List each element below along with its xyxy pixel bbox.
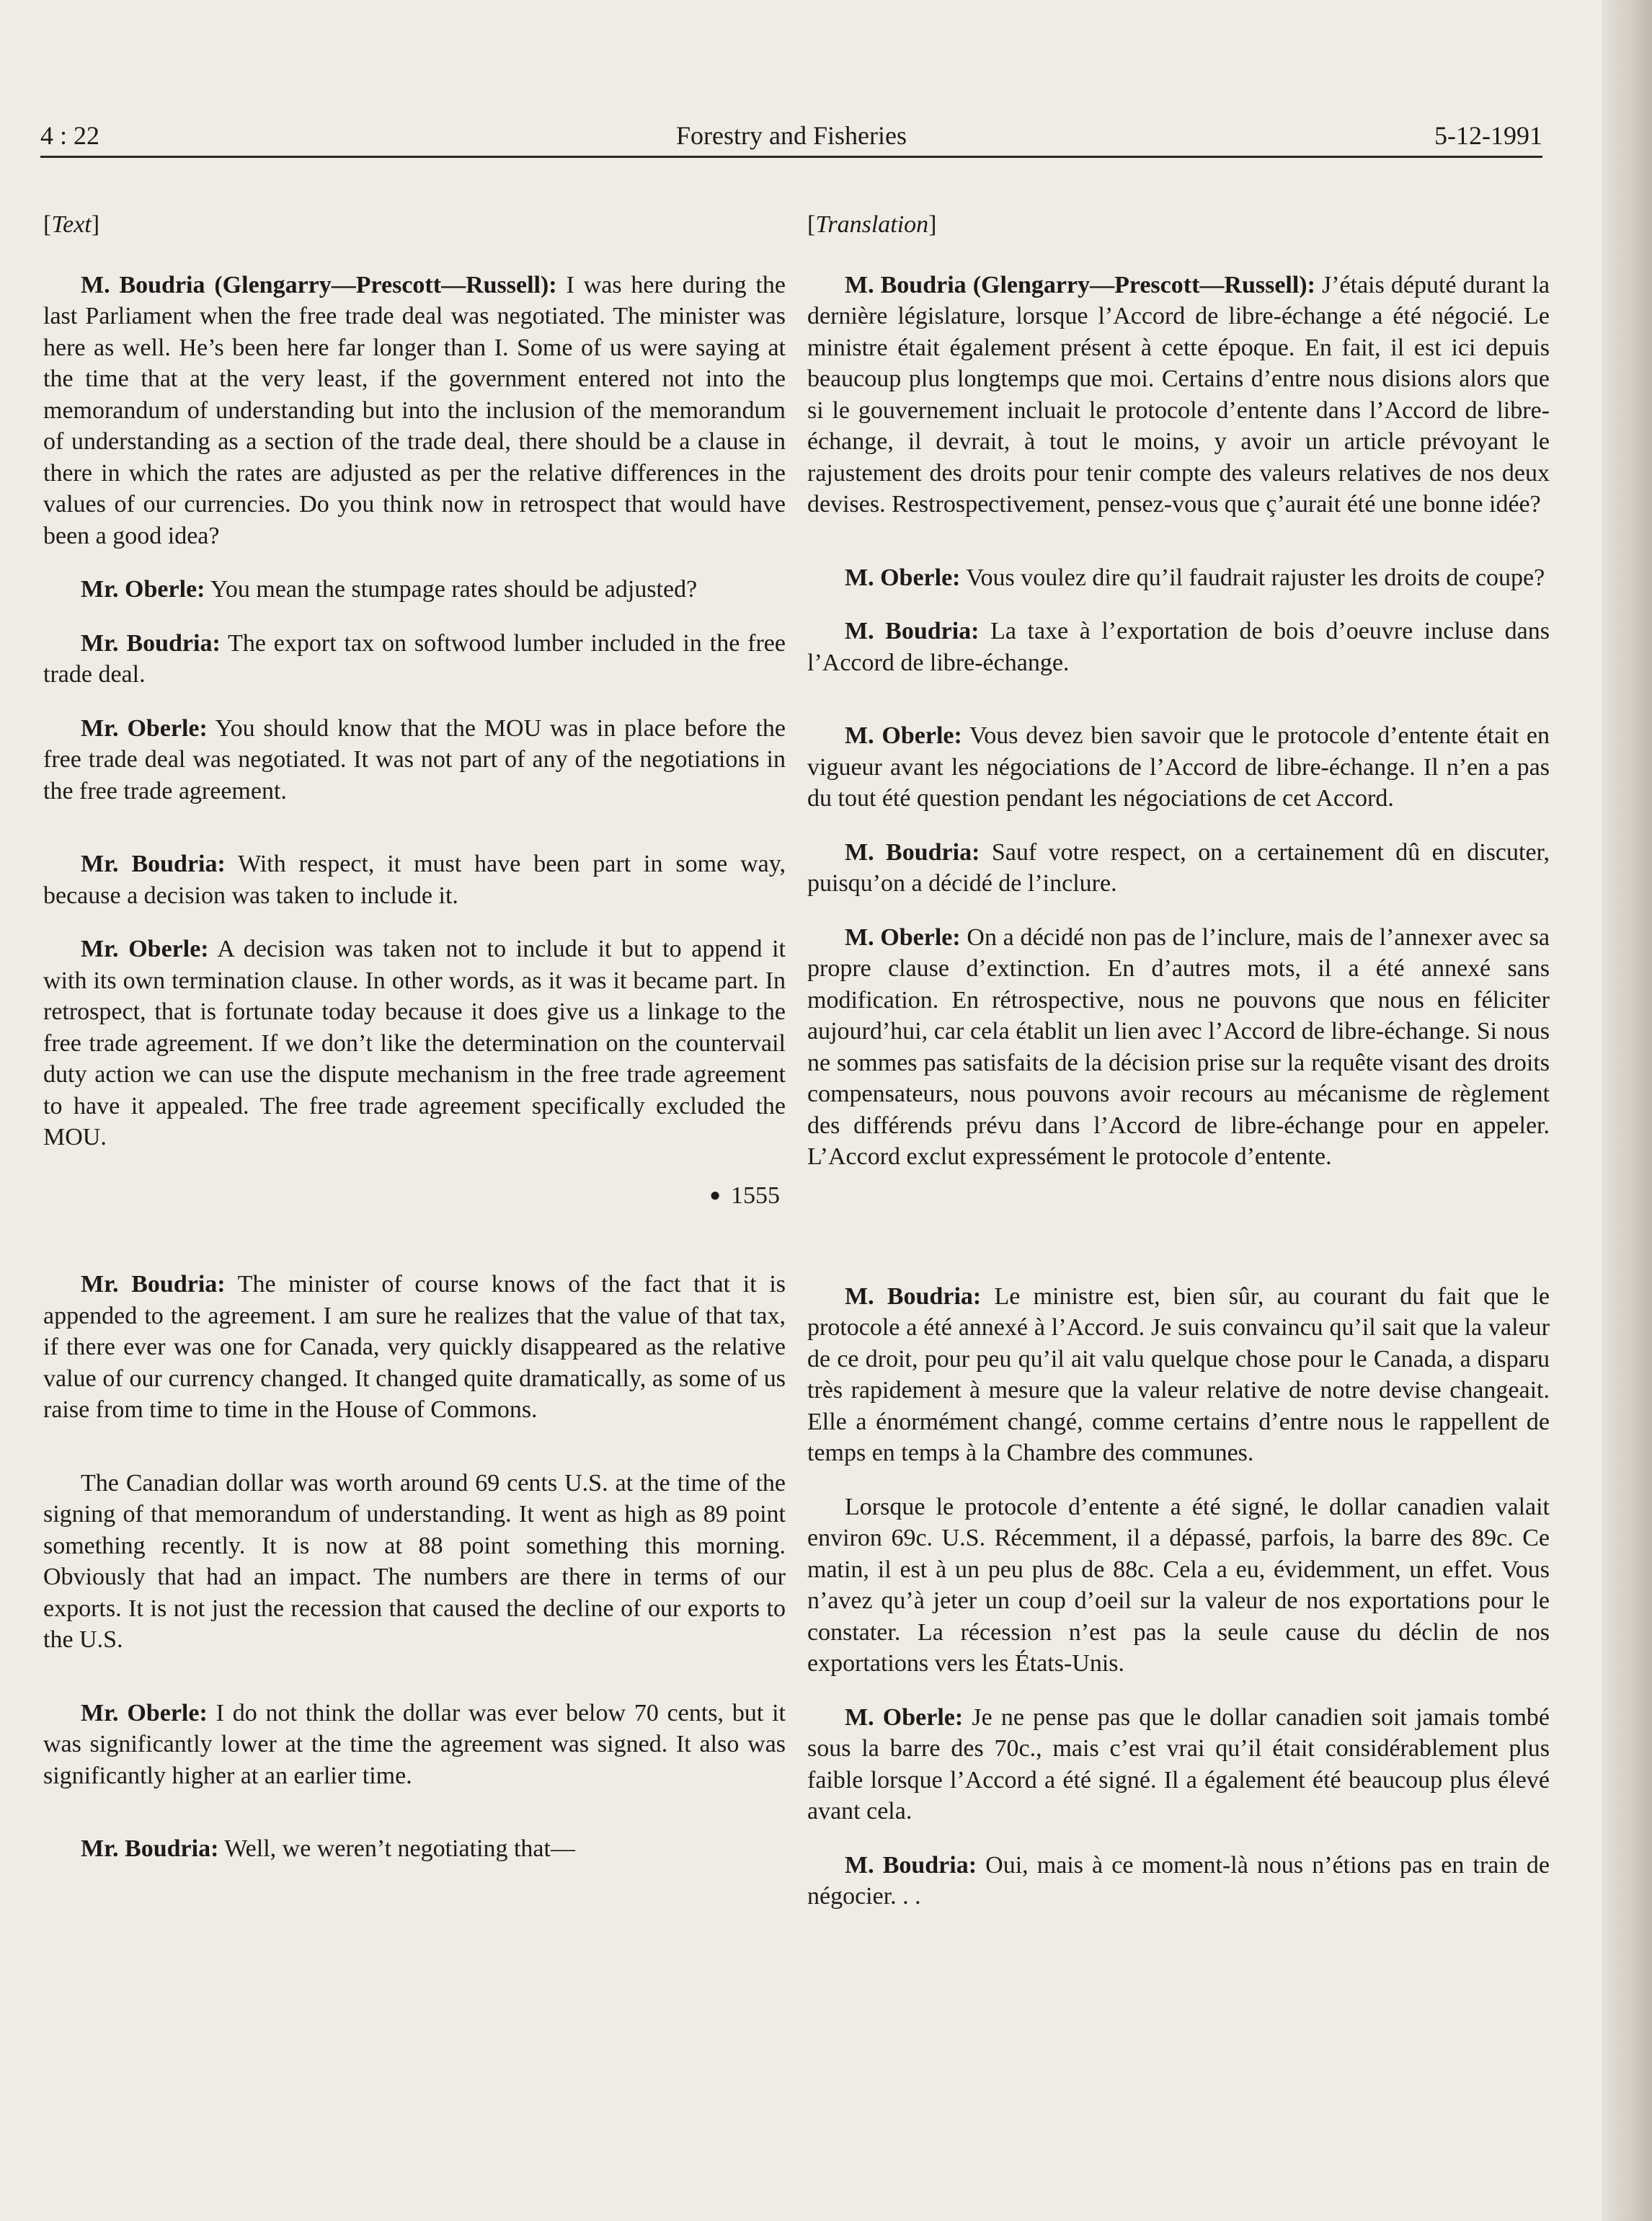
sitting-date: 5-12-1991 — [1434, 121, 1542, 150]
page-header — [40, 115, 1542, 156]
speech-paragraph — [807, 1491, 1550, 1680]
speaker-name: Mr. Oberle: — [81, 1699, 208, 1726]
speech-text: I do not think the dollar was ever below 70 cents, but it was significantly lower at the time the agreement was signed. It also was significantly higher at an earlier time. — [43, 1699, 786, 1789]
speech-paragraph — [807, 720, 1550, 815]
speech-paragraph — [807, 616, 1550, 678]
speaker-name: M. Oberle: — [845, 1703, 964, 1731]
column-language-tag: [ Translation ] — [807, 209, 1550, 241]
speech-paragraph — [807, 922, 1550, 1173]
speech-text: The Canadian dollar was worth around 69 cents U.S. at the time of the signing of that memorandum of understanding. It went as high as 89 point something recently. It is now at 88 point something this morning. Obviously that had an impact. The numbers are there in terms of our exports. It is not just the recession that caused the decline of our exports to the U.S. — [43, 1469, 786, 1653]
speech-text: I was here during the last Parliament when the free trade deal was negotiated. The minister was here as well. He’s been here far longer than I. Some of us were saying at the time that at the very least, if the government entered not into the memorandum of understanding but into the inclusion of the memorandum of understanding as a section of the trade deal, there should be a clause in there in which the rates are adjusted as per the relative differences in the values of our currencies. Do you think now in retrospect that would have been a good idea? — [43, 271, 786, 549]
running-title: Forestry and Fisheries — [676, 121, 907, 150]
speech-text: Oui, mais à ce moment-là nous n’étions pas en train de négocier. . . — [807, 1851, 1550, 1910]
speaker-name: Mr. Boudria: — [81, 629, 221, 657]
speech-paragraph — [43, 1269, 786, 1426]
speech-text: Vous voulez dire qu’il faudrait rajuster les droits de coupe? — [960, 564, 1545, 591]
speaker-name: Mr. Boudria: — [81, 851, 226, 877]
speaker-name: M. Oberle: — [845, 722, 962, 749]
speech-paragraph — [807, 1281, 1550, 1469]
speaker-name: M. Oberle: — [845, 564, 961, 591]
speaker-name: Mr. Boudria: — [81, 1835, 219, 1862]
speech-paragraph — [43, 574, 786, 606]
bullet-icon: ● — [709, 1184, 721, 1205]
speech-paragraph — [43, 713, 786, 807]
speaker-name: M. Oberle: — [845, 923, 961, 951]
speaker-name: M. Boudria (Glengarry—Prescott—Russell): — [845, 271, 1315, 298]
speaker-name: M. Boudria: — [845, 1851, 977, 1879]
speech-text: With respect, it must have been part in some way, because a decision was taken to include it. — [43, 851, 786, 909]
speech-paragraph — [43, 848, 786, 911]
french-column — [807, 209, 1550, 1935]
speech-text: The minister of course knows of the fact that it is appended to the agreement. I am sure he realizes that the value of that tax, if there ever was one for Canada, very quickly disappeared as the relative value of our currency changed. It changed quite dramatically, as some of us raise from time to time in the House of Commons. — [43, 1271, 786, 1423]
speech-paragraph — [43, 1698, 786, 1792]
header-rule — [40, 156, 1542, 158]
speech-paragraph — [807, 270, 1550, 520]
page-edge-shadow — [1602, 0, 1652, 2221]
page-folio: 4 : 22 — [40, 121, 100, 150]
speech-text: Le ministre est, bien sûr, au courant du fait que le protocole a été annexé à l’Accord. Je suis convaincu qu’il sait que la valeur de ce droit, pour peu qu’il ait valu quelque chose pour le Canada, a disparu très rapidement à mesure que la valeur relative de notre devise changeait. Elle a énormément changé, comme certains d’entre nous le rappellent de temps en temps à la Chambre des communes. — [807, 1282, 1550, 1466]
speaker-name: M. Boudria: — [845, 1282, 982, 1310]
speech-text: You mean the stumpage rates should be adjusted? — [205, 576, 698, 603]
timestamp-value: 1555 — [731, 1182, 780, 1209]
timestamp-marker — [43, 1179, 780, 1212]
speech-paragraph — [807, 1850, 1550, 1912]
column-language-tag: [ Text ] — [43, 209, 786, 241]
speech-text: The export tax on softwood lumber included in the free trade deal. — [43, 629, 786, 688]
speech-text: La taxe à l’exportation de bois d’oeuvre incluse dans l’Accord de libre-échange. — [807, 618, 1550, 676]
speaker-name: M. Boudria: — [845, 618, 980, 644]
speech-paragraph — [43, 934, 786, 1153]
speech-text: Lorsque le protocole d’entente a été signé, le dollar canadien valait environ 69c. U.S. Récemment, il a dépassé, parfois, la barre des 89c. Ce matin, il est à un peu plus de 88c. Cela a eu, évidemment, un effet. Vous n’avez qu’à jeter un coup d’oeil sur la valeur de nos exportations pour le constater. La récession n’est pas la seule cause du déclin de nos exportations vers les États-Unis. — [807, 1493, 1550, 1677]
speaker-name: Mr. Oberle: — [81, 714, 208, 742]
speaker-name: M. Boudria: — [845, 838, 980, 866]
speech-paragraph — [807, 837, 1550, 900]
speech-text: You should know that the MOU was in place before the free trade deal was negotiated. It was not part of any of the negotiations in the free trade agreement. — [43, 714, 786, 804]
speaker-name: Mr. Oberle: — [81, 576, 205, 603]
speech-text: J’étais député durant la dernière législature, lorsque l’Accord de libre-échange a été négocié. Le ministre était également présent à cette époque. En fait, il est ici depuis beaucoup plus longtemps que moi. Certains d’entre nous disions alors que si le gouvernement incluait le protocole d’entente dans l’Accord de libre-échange, il devrait, à tout le moins, y avoir un article prévoyant le rajustement des droits pour tenir compte des valeurs relatives de nos deux devises. Restrospectivement, pensez-vous que ç’aurait été une bonne idée? — [807, 271, 1550, 518]
speech-text: Well, we weren’t negotiating that— — [218, 1835, 575, 1862]
speech-text: A decision was taken not to include it but to append it with its own termination clause. In other words, as it was it became part. In retrospect, that is fortunate today because it does give us a linkage to the free trade agreement. If we don’t like the determination on the countervail duty action we can use the dispute mechanism in the free trade agreement to have it appealed. The free trade agreement specifically excluded the MOU. — [43, 936, 786, 1151]
speech-paragraph — [43, 1833, 786, 1865]
speaker-name: Mr. Oberle: — [81, 936, 209, 962]
speech-text: Vous devez bien savoir que le protocole d’entente était en vigueur avant les négociations de l’Accord de libre-échange. Il n’en a pas du tout été question pendant les négociations de cet Accord. — [807, 722, 1550, 812]
speech-paragraph — [43, 270, 786, 552]
speaker-name: M. Boudria (Glengarry—Prescott—Russell): — [81, 271, 557, 298]
speech-text: On a décidé non pas de l’inclure, mais de l’annexer avec sa propre clause d’extinction. En d’autres mots, il a été annexé sans modification. En rétrospective, nous ne pouvons que nous en féliciter aujourd’hui, car cela établit un lien avec l’Accord de libre-échange. Si nous ne sommes pas satisfaits de la décision prise sur la requête visant des droits compensateurs, nous pouvons avoir recours au mécanisme de règlement des différends prévu dans l’Accord de libre-échange pour en appeler. L’Accord exclut expressément le protocole d’entente. — [807, 923, 1550, 1170]
speech-text: Sauf votre respect, on a certainement dû en discuter, puisqu’on a décidé de l’inclure. — [807, 838, 1550, 897]
speech-paragraph — [43, 1468, 786, 1656]
speech-paragraph — [43, 628, 786, 691]
speech-paragraph — [807, 562, 1550, 594]
speech-text: Je ne pense pas que le dollar canadien soit jamais tombé sous la barre des 70c., mais c’est vrai qu’il était considérablement plus faible lorsque l’Accord a été signé. Il a également été beaucoup plus élevé avant cela. — [807, 1703, 1550, 1825]
speaker-name: Mr. Boudria: — [81, 1271, 226, 1298]
english-column — [43, 209, 786, 1887]
speech-paragraph — [807, 1702, 1550, 1827]
